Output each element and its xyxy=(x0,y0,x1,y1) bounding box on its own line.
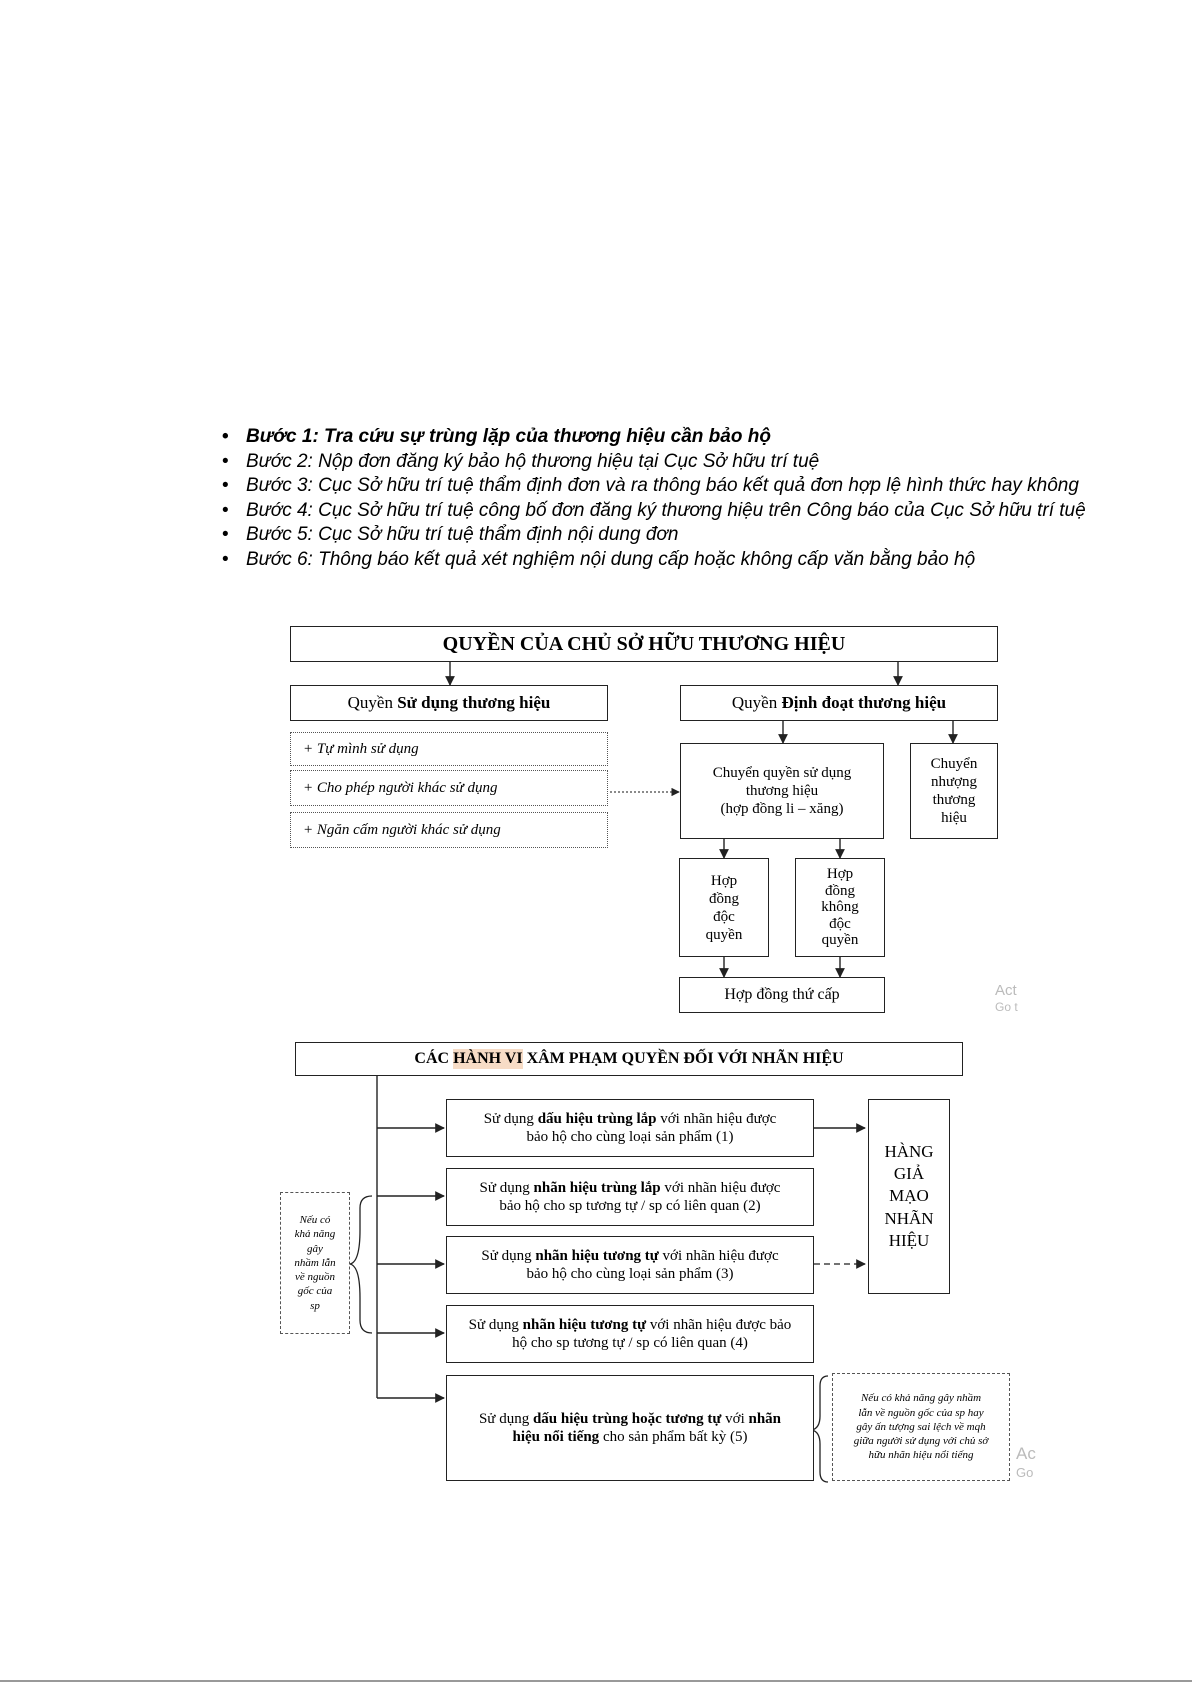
exclusive-line: đồng xyxy=(709,890,739,907)
act-4-bold: nhãn hiệu tương tự xyxy=(522,1317,647,1333)
use-right-box xyxy=(290,685,608,721)
non-exclusive-line: đồng xyxy=(825,882,855,899)
left-condition-note xyxy=(280,1192,350,1334)
act-5-bold-1: dấu hiệu trùng hoặc tương tự xyxy=(532,1411,722,1427)
act-5-bold-3: hiệu nổi tiếng xyxy=(512,1429,600,1445)
watermark-line-2: Go xyxy=(1016,1465,1034,1480)
transfer-line-1: Chuyển quyền sử dụng xyxy=(712,765,852,781)
act-3-post: với nhãn hiệu được xyxy=(658,1248,779,1264)
act-2-line2: bảo hộ cho sp tương tự / sp có liên quan (2) xyxy=(499,1198,761,1214)
watermark-line-1: Ac xyxy=(1016,1444,1036,1463)
counterfeit-line: GIẢ xyxy=(893,1164,925,1184)
dispose-right-box xyxy=(680,685,998,721)
right-condition-note xyxy=(832,1373,1010,1481)
act-2-post: với nhãn hiệu được xyxy=(660,1180,781,1196)
act-4-pre: Sử dụng xyxy=(468,1317,523,1333)
secondary-contract-box: Hợp đồng thứ cấp xyxy=(679,977,885,1013)
act-1-pre: Sử dụng xyxy=(483,1111,538,1127)
counterfeit-line: NHÃN xyxy=(884,1208,934,1228)
act-box-3 xyxy=(446,1236,814,1294)
exclusive-contract-box xyxy=(679,858,769,957)
left-note-line: sp xyxy=(310,1299,320,1312)
counterfeit-box xyxy=(868,1099,950,1294)
step-item: • Bước 2: Nộp đơn đăng ký bảo hộ thương hiệu tại Cục Sở hữu trí tuệ xyxy=(222,450,1086,475)
step-item: • Bước 4: Cục Sở hữu trí tuệ công bố đơn đăng ký thương hiệu trên Công báo của Cục Sở hữu trí tuệ xyxy=(222,499,1086,524)
exclusive-line: quyền xyxy=(705,926,743,943)
assignment-line: thương xyxy=(932,792,976,808)
act-3-pre: Sử dụng xyxy=(481,1248,536,1264)
step-item: • Bước 3: Cục Sở hữu trí tuệ thẩm định đơn và ra thông báo kết quả đơn hợp lệ hình thức hay không xyxy=(222,474,1086,499)
act-1-line2: bảo hộ cho cùng loại sản phẩm (1) xyxy=(526,1129,734,1145)
left-note-line: Nếu có xyxy=(299,1213,331,1226)
act-3-line2: bảo hộ cho cùng loại sản phẩm (3) xyxy=(526,1266,734,1282)
act-box-4 xyxy=(446,1305,814,1363)
dispose-right-prefix: Quyền xyxy=(731,692,782,712)
act-5-bold-2: nhãn xyxy=(748,1411,782,1427)
assignment-box xyxy=(910,743,998,839)
left-note-line: gốc của xyxy=(297,1285,333,1298)
right-note-line: lẫn về nguồn gốc của sp hay xyxy=(858,1406,984,1419)
use-item-permit: + Cho phép người khác sử dụng xyxy=(290,770,608,806)
right-brace xyxy=(812,1376,828,1482)
use-item-prohibit: + Ngăn cấm người khác sử dụng xyxy=(290,812,608,848)
non-exclusive-contract-box xyxy=(795,858,885,957)
exclusive-line: Hợp xyxy=(710,872,738,889)
infringement-title xyxy=(295,1042,963,1076)
left-note-line: gây xyxy=(307,1242,323,1255)
counterfeit-line: HÀNG xyxy=(884,1142,934,1162)
non-exclusive-line: không xyxy=(821,899,859,916)
act-5-pre: Sử dụng xyxy=(478,1411,533,1427)
infringement-title-highlight: HÀNH VI xyxy=(453,1050,523,1068)
transfer-line-3: (hợp đồng li – xăng) xyxy=(720,801,844,817)
use-right-prefix: Quyền xyxy=(347,692,398,712)
non-exclusive-line: Hợp xyxy=(826,866,854,883)
right-note-line: Nếu có khả năng gây nhầm xyxy=(860,1392,982,1405)
left-note-line: nhầm lẫn xyxy=(294,1256,336,1269)
infringement-title-b: XÂM PHẠM QUYỀN ĐỐI VỚI NHÃN HIỆU xyxy=(522,1050,844,1068)
act-5-post: cho sản phẩm bất kỳ (5) xyxy=(599,1429,748,1445)
owner-rights-title: QUYỀN CỦA CHỦ SỞ HỮU THƯƠNG HIỆU xyxy=(290,626,998,662)
use-item-self: + Tự mình sử dụng xyxy=(290,732,608,766)
act-box-2 xyxy=(446,1168,814,1226)
right-note-line: hữu nhãn hiệu nổi tiếng xyxy=(868,1449,974,1462)
non-exclusive-line: quyền xyxy=(821,932,859,949)
act-4-post: với nhãn hiệu được bảo xyxy=(646,1317,792,1333)
act-2-pre: Sử dụng xyxy=(479,1180,534,1196)
act-4-line2: hộ cho sp tương tự / sp có liên quan (4) xyxy=(512,1335,748,1351)
transfer-line-2: thương hiệu xyxy=(745,783,819,799)
act-1-post: với nhãn hiệu được xyxy=(656,1111,777,1127)
step-item: • Bước 1: Tra cứu sự trùng lặp của thương hiệu cần bảo hộ xyxy=(222,425,1086,450)
assignment-line: nhượng xyxy=(930,774,978,790)
counterfeit-line: HIỆU xyxy=(888,1230,930,1250)
act-2-bold: nhãn hiệu trùng lắp xyxy=(533,1180,661,1196)
step-item: • Bước 5: Cục Sở hữu trí tuệ thẩm định nội dung đơn xyxy=(222,523,1086,548)
act-1-bold: dấu hiệu trùng lắp xyxy=(537,1111,657,1127)
act-3-bold: nhãn hiệu tương tự xyxy=(535,1248,659,1264)
left-brace xyxy=(350,1196,372,1333)
assignment-line: hiệu xyxy=(941,810,967,826)
left-note-line: khả năng xyxy=(294,1228,336,1241)
counterfeit-line: MẠO xyxy=(889,1186,929,1206)
act-box-1 xyxy=(446,1099,814,1157)
watermark-line-1: Act xyxy=(995,982,1017,999)
transfer-use-box xyxy=(680,743,884,839)
left-note-line: về nguồn xyxy=(294,1271,335,1284)
watermark-line-2: Go t xyxy=(995,1000,1018,1014)
use-right-bold: Sử dụng thương hiệu xyxy=(397,692,551,712)
dispose-right-bold: Định đoạt thương hiệu xyxy=(781,692,947,712)
activation-watermark-1 xyxy=(995,982,1018,1016)
non-exclusive-line: độc xyxy=(829,915,851,932)
right-note-line: gây ấn tượng sai lệch về mqh xyxy=(856,1420,986,1433)
exclusive-line: độc xyxy=(713,908,735,925)
assignment-line: Chuyển xyxy=(930,756,978,772)
right-note-line: giữa người sử dụng với chủ sở xyxy=(853,1435,989,1448)
step-item: • Bước 6: Thông báo kết quả xét nghiệm nội dung cấp hoặc không cấp văn bằng bảo hộ xyxy=(222,548,1086,573)
act-5-mid: với xyxy=(721,1411,749,1427)
act-box-5 xyxy=(446,1375,814,1481)
activation-watermark-2 xyxy=(1016,1444,1036,1482)
infringement-title-a: CÁC xyxy=(414,1050,454,1068)
